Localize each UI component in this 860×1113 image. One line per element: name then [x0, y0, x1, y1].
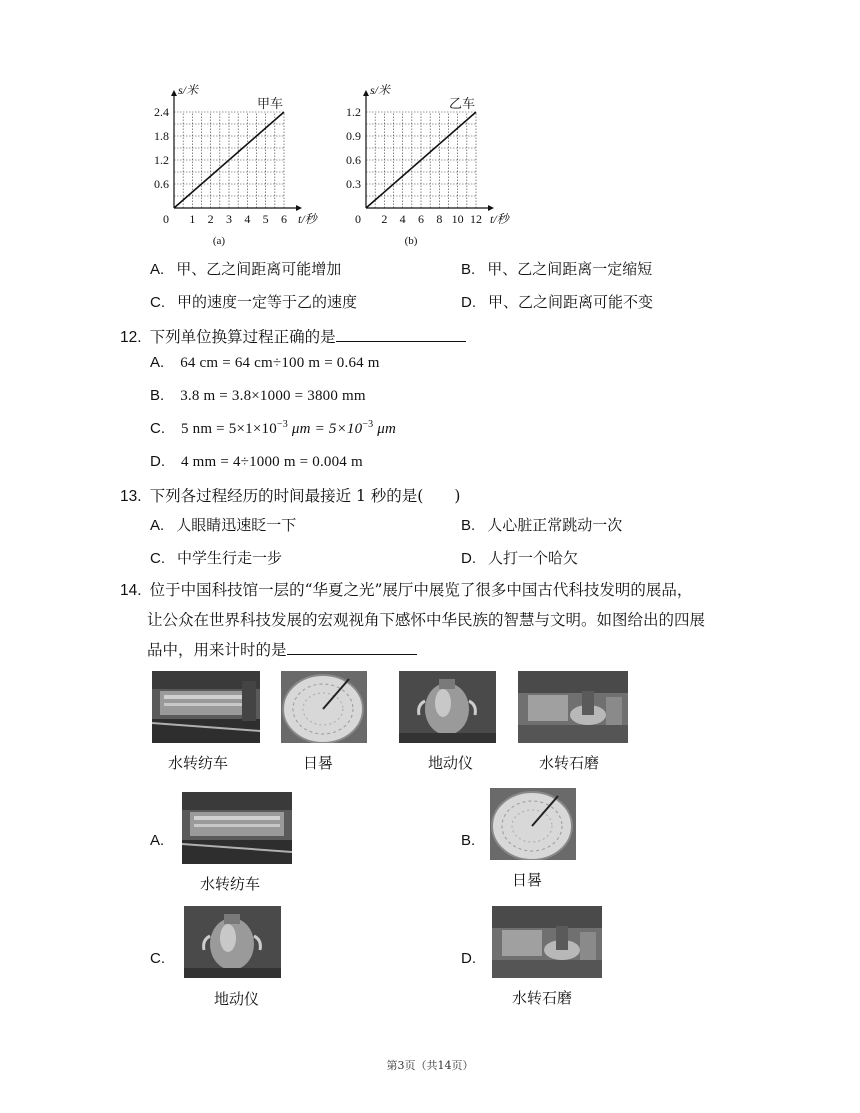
origin-label: 0 [355, 212, 361, 226]
option-d-caption: 水转石磨 [512, 990, 573, 1007]
option-text: 甲、乙之间距离一定缩短 [487, 260, 653, 278]
question-text: 品中，用来计时的是 [147, 641, 287, 659]
question-text: 让公众在世界科技发展的宏观视角下感怀中华民族的智慧与文明。如图给出的四展 [147, 611, 706, 629]
question-text: 下列各过程经历的时间最接近 1 秒的是( ) [149, 487, 461, 505]
series-label: 乙车 [448, 96, 476, 111]
math-exponent: −3 [276, 419, 288, 430]
q13-stem [120, 484, 460, 506]
option-a-caption: 水转纺车 [200, 876, 261, 893]
seismograph-photo [399, 671, 496, 743]
option-letter: B. [150, 387, 165, 404]
option-letter: D. [150, 453, 165, 470]
answer-blank[interactable] [336, 327, 466, 342]
x-tick-label: 2 [381, 212, 388, 226]
option-b-image[interactable] [490, 788, 576, 860]
q12-option-b[interactable] [150, 386, 366, 405]
q11-option-b[interactable] [461, 258, 652, 279]
option-text [181, 421, 396, 437]
option-c-image[interactable] [184, 906, 281, 978]
question-text: 下列单位换算过程正确的是 [149, 328, 336, 346]
x-tick-label: 6 [418, 212, 424, 226]
y-tick-label: 1.8 [154, 129, 169, 143]
x-tick-label: 12 [470, 212, 482, 226]
exhibit-caption-3: 地动仪 [428, 755, 474, 772]
x-axis-arrow [296, 205, 302, 211]
x-tick-label: 3 [226, 212, 232, 226]
y-tick-label: 1.2 [154, 153, 169, 167]
q13-option-a[interactable] [150, 514, 296, 535]
option-letter: B. [461, 261, 476, 278]
option-text: 甲、乙之间距离可能增加 [176, 260, 342, 278]
option-c-caption: 地动仪 [214, 991, 260, 1008]
q12-option-a[interactable] [150, 353, 380, 372]
q12-option-c[interactable] [150, 419, 396, 438]
x-tick-label: 5 [262, 212, 269, 226]
x-tick-label: 1 [189, 212, 196, 226]
x-tick-label: 4 [399, 212, 406, 226]
exhibit-caption-1: 水转纺车 [168, 755, 229, 772]
option-letter: A. [150, 261, 165, 278]
option-d-image[interactable] [492, 906, 602, 978]
option-letter: A. [150, 517, 165, 534]
q11-option-a[interactable] [150, 258, 341, 279]
math-part: 5 nm = 5×1×10 [181, 421, 277, 437]
q11-option-c[interactable] [150, 291, 357, 312]
y-tick-label: 0.9 [346, 129, 361, 143]
y-tick-label: 0.6 [154, 177, 169, 191]
sundial-photo [281, 671, 367, 743]
option-b-caption: 日晷 [512, 872, 543, 889]
option-text: 人打一个哈欠 [488, 549, 579, 567]
option-text: 64 cm = 64 cm÷100 m = 0.64 m [180, 355, 380, 371]
y-axis-arrow [363, 90, 369, 96]
water-spinning-wheel-photo [152, 671, 260, 743]
x-tick-label: 4 [244, 212, 251, 226]
q11-option-d[interactable] [461, 291, 653, 312]
series-label: 甲车 [256, 96, 284, 111]
option-text: 4 mm = 4÷1000 m = 0.004 m [181, 454, 363, 470]
question-number: 12. [120, 329, 142, 346]
option-letter: C. [150, 550, 165, 567]
chart-a [154, 83, 319, 247]
y-tick-label: 0.3 [346, 177, 361, 191]
option-letter: A. [150, 354, 165, 371]
option-letter: D. [461, 950, 476, 967]
chart-b [346, 83, 511, 247]
x-axis-arrow [488, 205, 494, 211]
chart-sub-label: (b) [404, 235, 418, 247]
option-letter: C. [150, 950, 165, 967]
exhibit-caption-2: 日晷 [303, 755, 334, 772]
option-letter: B. [461, 517, 476, 534]
q13-option-d[interactable] [461, 547, 578, 568]
option-letter: A. [150, 832, 165, 849]
option-letter: C. [150, 420, 165, 437]
y-axis-label: s/米 [370, 83, 391, 97]
q12-option-d[interactable] [150, 452, 363, 471]
y-tick-label: 2.4 [154, 105, 169, 119]
q13-option-c[interactable] [150, 547, 282, 568]
q12-stem [120, 325, 466, 347]
answer-blank[interactable] [287, 640, 417, 655]
math-part: μm = 5×10 [287, 421, 363, 437]
option-letter: C. [150, 294, 165, 311]
option-text: 3.8 m = 3.8×1000 = 3800 mm [180, 388, 366, 404]
option-text: 甲的速度一定等于乙的速度 [177, 293, 358, 311]
q14-option-b[interactable] [461, 831, 487, 849]
x-tick-label: 2 [207, 212, 214, 226]
option-letter: B. [461, 832, 476, 849]
option-letter: D. [461, 294, 476, 311]
math-part: μm [373, 421, 397, 437]
question-number: 14. [120, 582, 142, 599]
math-exponent: −3 [362, 419, 374, 430]
option-text: 人眼睛迅速眨一下 [176, 516, 297, 534]
q14-option-c[interactable] [150, 949, 177, 967]
q13-option-b[interactable] [461, 514, 622, 535]
x-tick-label: 10 [451, 212, 464, 226]
q14-option-d[interactable] [461, 949, 488, 967]
y-axis-label: s/米 [178, 83, 199, 97]
q14-stem-line1 [120, 578, 692, 600]
q14-option-a[interactable] [150, 831, 176, 849]
x-tick-label: 8 [436, 212, 443, 226]
q14-stem-line2 [147, 608, 705, 630]
q14-stem-line3 [147, 638, 417, 660]
y-tick-label: 1.2 [346, 105, 361, 119]
exhibit-caption-4: 水转石磨 [539, 755, 600, 772]
option-text: 甲、乙之间距离可能不变 [488, 293, 654, 311]
x-tick-label: 6 [281, 212, 287, 226]
distance-time-charts [140, 72, 540, 252]
y-tick-label: 0.6 [346, 153, 361, 167]
question-number: 13. [120, 488, 142, 505]
option-a-image[interactable] [182, 792, 292, 864]
option-letter: D. [461, 550, 476, 567]
x-axis-label: t/秒 [490, 212, 509, 226]
origin-label: 0 [163, 212, 169, 226]
y-axis-arrow [171, 90, 177, 96]
x-axis-label: t/秒 [298, 212, 317, 226]
option-text: 中学生行走一步 [177, 549, 283, 567]
question-text: 位于中国科技馆一层的“华夏之光”展厅中展览了很多中国古代科技发明的展品， [149, 581, 693, 599]
option-text: 人心脏正常跳动一次 [487, 516, 623, 534]
water-mill-photo [518, 671, 628, 743]
chart-sub-label: (a) [212, 235, 226, 247]
page-footer: 第3页（共14页） [386, 1059, 474, 1072]
